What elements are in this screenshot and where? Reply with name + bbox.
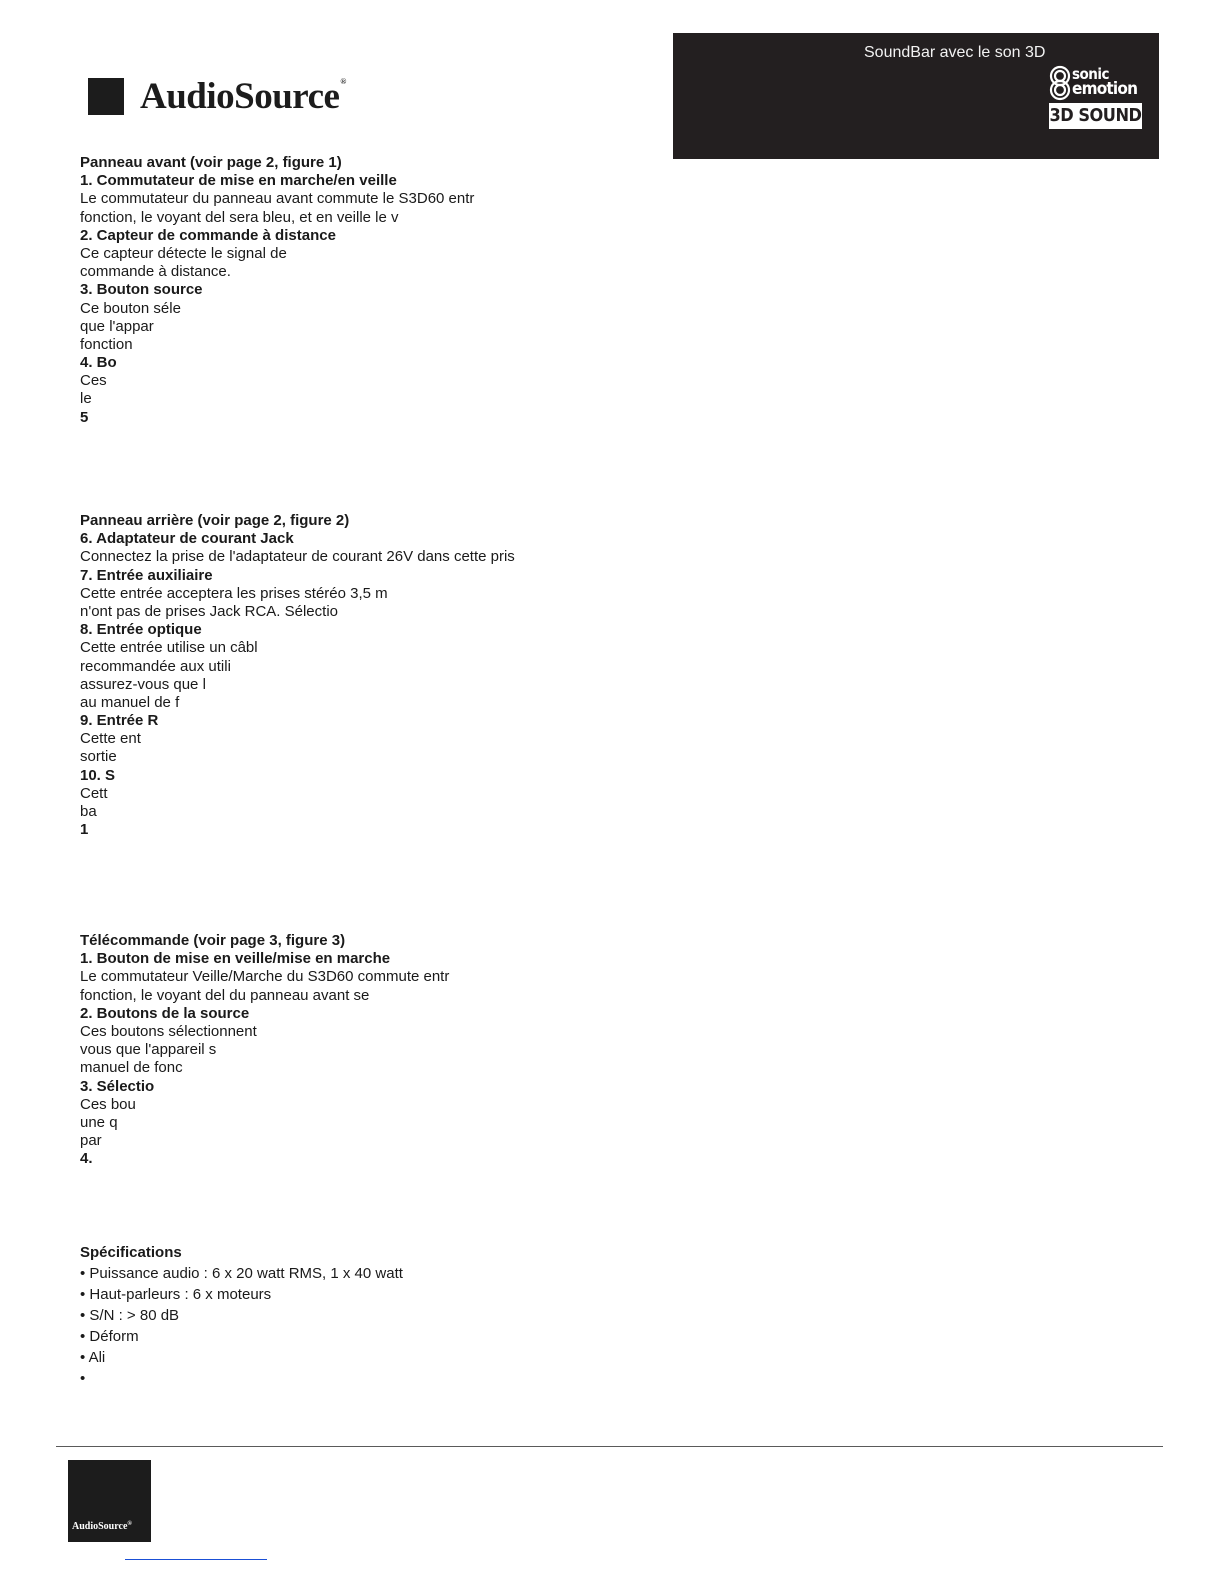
section-heading: 3. Sélectio (80, 1077, 155, 1095)
body-text-line: Le commutateur Veille/Marche du S3D60 commute entr (80, 968, 450, 986)
footer-logo (68, 1460, 151, 1542)
section-heading: 1. Commutateur de mise en marche/en veille (80, 172, 397, 190)
body-text-line: Ce capteur détecte le signal de (80, 244, 287, 262)
section-heading: 4. Bo (80, 354, 117, 372)
section-heading: 10. S (80, 766, 116, 784)
emotion-word: emotion (1072, 79, 1138, 99)
section-heading: Panneau arrière (voir page 2, figure 2) (80, 512, 350, 529)
body-text-line: au manuel de f (80, 693, 180, 711)
body-text-line: Ces (80, 372, 107, 390)
body-text-line: Le commutateur du panneau avant commute le S3D60 entr (80, 190, 475, 208)
body-text-line: Cette entrée acceptera les prises stéréo 3,5 m (80, 584, 388, 602)
section-heading: 2. Boutons de la source (80, 1004, 250, 1022)
sonic-emotion-3d-sound-badge (1047, 65, 1145, 131)
body-text-line: sortie (80, 748, 117, 766)
body-text-line: fonction (80, 335, 133, 353)
body-text-line: • Puissance audio : 6 x 20 watt RMS, 1 x 40 watt (80, 1265, 403, 1282)
body-text-line: Cette ent (80, 730, 141, 748)
audiosource-logo (88, 78, 346, 115)
body-text-line: Connectez la prise de l'adaptateur de courant 26V dans cette pris (80, 548, 515, 566)
body-text-line: n'ont pas de prises Jack RCA. Sélectio (80, 602, 338, 620)
body-text-line: par (80, 1132, 102, 1150)
body-text-line: manuel de fonc (80, 1059, 183, 1077)
section-heading: 7. Entrée auxiliaire (80, 566, 213, 584)
remote-control-section (80, 932, 449, 1168)
body-text-line: vous que l'appareil s (80, 1041, 217, 1059)
body-text-line: Cett (80, 784, 108, 802)
footer-link-underline[interactable] (125, 1559, 267, 1560)
rear-panel-section (80, 512, 515, 839)
body-text-line: Ces boutons sélectionnent (80, 1022, 257, 1040)
section-heading: 4. (80, 1150, 93, 1168)
3d-sound-label: 3D SOUND (1049, 103, 1142, 129)
footer-divider (56, 1446, 1163, 1447)
section-heading: Télécommande (voir page 3, figure 3) (80, 932, 346, 949)
body-text-line: • (80, 1370, 86, 1387)
footer-logo-text: AudioSource® (72, 1521, 132, 1532)
body-text-line: • Ali (80, 1349, 106, 1366)
body-text-line: Ces bou (80, 1095, 136, 1113)
header-banner (673, 33, 1159, 159)
body-text-line: que l'appar (80, 317, 154, 335)
body-text-line: fonction, le voyant del sera bleu, et en veille le v (80, 208, 399, 226)
logo-square-mark (88, 78, 124, 115)
section-heading: 6. Adaptateur de courant Jack (80, 530, 294, 548)
body-text-line: Ce bouton séle (80, 299, 181, 317)
front-panel-section (80, 154, 474, 427)
body-text-line: assurez-vous que l (80, 675, 206, 693)
body-text-line: • Déform (80, 1328, 139, 1345)
section-heading: 1 (80, 821, 89, 839)
body-text-line: ba (80, 803, 97, 820)
sonic-word: sonic (1072, 65, 1110, 83)
specifications-section (80, 1242, 403, 1389)
section-heading: 1. Bouton de mise en veille/mise en marche (80, 950, 391, 968)
section-heading: 2. Capteur de commande à distance (80, 226, 336, 244)
section-heading: 9. Entrée R (80, 712, 159, 730)
body-text-line: commande à distance. (80, 263, 231, 281)
section-heading: Spécifications (80, 1244, 182, 1261)
section-heading: 8. Entrée optique (80, 621, 202, 639)
section-heading: 3. Bouton source (80, 281, 203, 299)
section-heading: 5 (80, 408, 89, 426)
body-text-line: fonction, le voyant del du panneau avant se (80, 986, 370, 1004)
body-text-line: Cette entrée utilise un câbl (80, 639, 258, 657)
body-text-line: • S/N : > 80 dB (80, 1307, 180, 1324)
body-text-line: le (80, 390, 92, 408)
body-text-line: recommandée aux utili (80, 657, 231, 675)
body-text-line: une q (80, 1113, 118, 1131)
banner-title: SoundBar avec le son 3D (864, 44, 1046, 61)
section-heading: Panneau avant (voir page 2, figure 1) (80, 154, 342, 171)
body-text-line: • Haut-parleurs : 6 x moteurs (80, 1286, 272, 1303)
logo-wordmark: AudioSource® (140, 76, 346, 117)
